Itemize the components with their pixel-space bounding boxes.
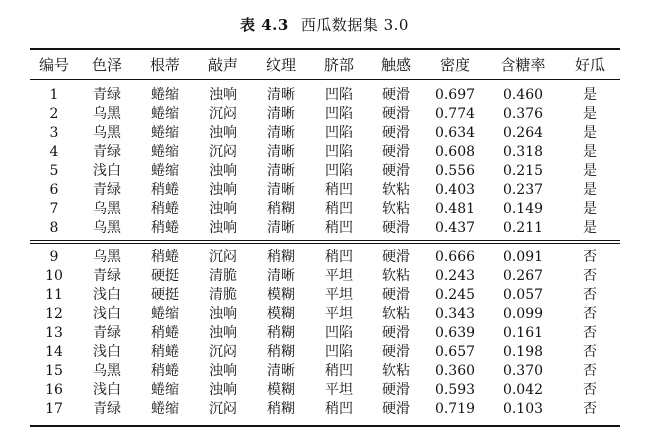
table-cell: 蜷缩 [151, 163, 179, 179]
table-cell: 蜷缩 [151, 87, 179, 103]
table-cell: 4 [49, 144, 59, 160]
table-cell: 0.149 [502, 201, 544, 217]
table-cell: 青绿 [93, 401, 121, 417]
table-cell: 清晰 [267, 363, 295, 379]
table-header [30, 54, 620, 76]
table-cell: 浊响 [209, 220, 237, 236]
table-cell: 凹陷 [325, 344, 353, 360]
group-separator-rule-1 [30, 240, 620, 241]
table-cell: 乌黑 [93, 125, 121, 141]
table-cell: 硬滑 [382, 87, 410, 103]
table-cell: 清晰 [267, 125, 295, 141]
table-cell: 稍凹 [325, 401, 353, 417]
table-cell: 是 [583, 220, 597, 236]
table-cell: 13 [45, 325, 63, 341]
table-cell: 浅白 [93, 382, 121, 398]
table-cell: 是 [583, 163, 597, 179]
table-cell: 是 [583, 144, 597, 160]
header-cell-sound: 敲声 [207, 56, 238, 74]
table-cell: 稍凹 [325, 182, 353, 198]
table-cell: 硬滑 [382, 344, 410, 360]
header-cell-density: 密度 [439, 56, 470, 74]
table-cell: 15 [45, 363, 63, 379]
table-cell: 青绿 [93, 182, 121, 198]
table-cell: 0.370 [502, 363, 544, 379]
table-row [30, 162, 620, 181]
table-cell: 0.215 [502, 163, 544, 179]
table-cell: 浊响 [209, 325, 237, 341]
table-row [30, 267, 620, 286]
table-cell: 清脆 [209, 287, 237, 303]
table-cell: 软粘 [382, 201, 410, 217]
table-cell: 浊响 [209, 182, 237, 198]
table-cell: 硬滑 [382, 325, 410, 341]
table-row [30, 286, 620, 305]
table-cell: 凹陷 [325, 163, 353, 179]
table-cell: 稍蜷 [151, 249, 179, 265]
header-cell-sugar: 含糖率 [500, 56, 546, 74]
table-cell: 稍凹 [325, 363, 353, 379]
table-cell: 14 [45, 344, 63, 360]
table-cell: 12 [45, 306, 63, 322]
table-cell: 0.211 [502, 220, 544, 236]
table-cell: 17 [45, 401, 63, 417]
table-cell: 0.243 [434, 268, 476, 284]
table-cell: 0.697 [434, 87, 476, 103]
table-cell: 沉闷 [209, 401, 237, 417]
table-cell: 清晰 [267, 182, 295, 198]
table-cell: 0.634 [434, 125, 476, 141]
table-cell: 青绿 [93, 144, 121, 160]
table-cell: 清晰 [267, 106, 295, 122]
table-cell: 2 [49, 106, 59, 122]
table-cell: 稍蜷 [151, 363, 179, 379]
header-cell-good: 好瓜 [574, 56, 605, 74]
table-cell: 稍凹 [325, 220, 353, 236]
table-cell: 凹陷 [325, 325, 353, 341]
table-cell: 是 [583, 182, 597, 198]
table-cell: 硬滑 [382, 106, 410, 122]
table-cell: 硬挺 [151, 268, 179, 284]
table-cell: 蜷缩 [151, 382, 179, 398]
table-cell: 0.091 [502, 249, 544, 265]
header-row [30, 54, 620, 76]
table-cell: 清晰 [267, 220, 295, 236]
table-cell: 稍糊 [267, 201, 295, 217]
table-cell: 凹陷 [325, 144, 353, 160]
table-cell: 0.376 [502, 106, 544, 122]
header-rule [30, 79, 620, 80]
table-cell: 浅白 [93, 287, 121, 303]
table-cell: 0.608 [434, 144, 476, 160]
table-cell: 0.666 [434, 249, 476, 265]
header-cell-id: 编号 [38, 56, 69, 74]
table-cell: 0.639 [434, 325, 476, 341]
table-cell: 浊响 [209, 201, 237, 217]
table-cell: 硬滑 [382, 144, 410, 160]
table-cell: 稍蜷 [151, 201, 179, 217]
table-cell: 0.264 [502, 125, 544, 141]
table-cell: 浊响 [209, 163, 237, 179]
table-cell: 0.360 [434, 363, 476, 379]
table-cell: 蜷缩 [151, 125, 179, 141]
table-cell: 软粘 [382, 363, 410, 379]
table-cell: 8 [49, 220, 59, 236]
table-cell: 清脆 [209, 268, 237, 284]
table-cell: 蜷缩 [151, 306, 179, 322]
table-cell: 稍蜷 [151, 344, 179, 360]
table-cell: 乌黑 [93, 249, 121, 265]
table-cell: 凹陷 [325, 125, 353, 141]
table-cell: 稍糊 [267, 401, 295, 417]
table-cell: 0.719 [434, 401, 476, 417]
table-cell: 0.198 [502, 344, 544, 360]
table-row [30, 124, 620, 143]
table-cell: 蜷缩 [151, 401, 179, 417]
table-cell: 浅白 [93, 163, 121, 179]
table-cell: 10 [45, 268, 63, 284]
table-row [30, 181, 620, 200]
table-cell: 稍糊 [267, 325, 295, 341]
table-cell: 0.245 [434, 287, 476, 303]
table-cell: 0.437 [434, 220, 476, 236]
table-cell: 是 [583, 87, 597, 103]
table-cell: 浊响 [209, 306, 237, 322]
table-cell: 0.481 [434, 201, 476, 217]
table-cell: 蜷缩 [151, 106, 179, 122]
table-cell: 否 [583, 363, 597, 379]
header-cell-root: 根蒂 [149, 56, 180, 74]
table-cell: 0.318 [502, 144, 544, 160]
table-cell: 稍凹 [325, 249, 353, 265]
table-number: 表 4.3 [240, 16, 289, 34]
table-cell: 乌黑 [93, 363, 121, 379]
table-cell: 浅白 [93, 306, 121, 322]
table-cell: 凹陷 [325, 106, 353, 122]
table-cell: 浊响 [209, 363, 237, 379]
table-cell: 0.103 [502, 401, 544, 417]
table-cell: 6 [49, 182, 59, 198]
table-row [30, 343, 620, 362]
table-cell: 硬滑 [382, 401, 410, 417]
table-cell: 5 [49, 163, 59, 179]
table-cell: 11 [45, 287, 63, 303]
table-cell: 稍蜷 [151, 182, 179, 198]
table-row [30, 305, 620, 324]
table-cell: 软粘 [382, 182, 410, 198]
header-cell-texture: 纹理 [265, 56, 296, 74]
table-row [30, 400, 620, 419]
table-row [30, 86, 620, 105]
header-cell-navel: 脐部 [323, 56, 354, 74]
table-cell: 凹陷 [325, 87, 353, 103]
table-cell: 7 [49, 201, 59, 217]
table-cell: 硬滑 [382, 382, 410, 398]
table-cell: 平坦 [325, 306, 353, 322]
table-cell: 硬滑 [382, 163, 410, 179]
table-row [30, 143, 620, 162]
table-cell: 软粘 [382, 306, 410, 322]
table-cell: 沉闷 [209, 249, 237, 265]
table-cell: 0.057 [502, 287, 544, 303]
table-cell: 乌黑 [93, 220, 121, 236]
table-cell: 0.099 [502, 306, 544, 322]
table-row [30, 362, 620, 381]
table-cell: 0.267 [502, 268, 544, 284]
table-cell: 乌黑 [93, 201, 121, 217]
table-cell: 稍蜷 [151, 220, 179, 236]
header-cell-touch: 触感 [380, 56, 411, 74]
table-cell: 稍凹 [325, 201, 353, 217]
table-cell: 否 [583, 249, 597, 265]
table-cell: 浊响 [209, 87, 237, 103]
table-title: 西瓜数据集 3.0 [300, 16, 409, 34]
table-row [30, 381, 620, 400]
table-cell: 是 [583, 106, 597, 122]
table-cell: 0.774 [434, 106, 476, 122]
table-cell: 稍糊 [267, 344, 295, 360]
header-cell-color: 色泽 [91, 56, 122, 74]
table-cell: 蜷缩 [151, 144, 179, 160]
table-cell: 模糊 [267, 306, 295, 322]
table-cell: 硬挺 [151, 287, 179, 303]
table-cell: 浅白 [93, 344, 121, 360]
table-cell: 硬滑 [382, 125, 410, 141]
table-cell: 模糊 [267, 382, 295, 398]
table-cell: 平坦 [325, 268, 353, 284]
table-body-negative [30, 248, 620, 419]
table-cell: 硬滑 [382, 249, 410, 265]
table-cell: 沉闷 [209, 344, 237, 360]
table-cell: 0.556 [434, 163, 476, 179]
table-cell: 稍蜷 [151, 325, 179, 341]
table-cell: 0.161 [502, 325, 544, 341]
table-row [30, 248, 620, 267]
table-cell: 青绿 [93, 325, 121, 341]
table-row [30, 105, 620, 124]
table-cell: 硬滑 [382, 287, 410, 303]
table-cell: 0.042 [502, 382, 544, 398]
table-cell: 清晰 [267, 268, 295, 284]
table-cell: 0.593 [434, 382, 476, 398]
table-cell: 青绿 [93, 87, 121, 103]
table-cell: 0.237 [502, 182, 544, 198]
table-cell: 清晰 [267, 163, 295, 179]
table-cell: 1 [49, 87, 59, 103]
table-cell: 模糊 [267, 287, 295, 303]
table-cell: 沉闷 [209, 144, 237, 160]
table-cell: 平坦 [325, 382, 353, 398]
table-body-positive [30, 86, 620, 238]
table-row [30, 200, 620, 219]
table-row [30, 219, 620, 238]
table-cell: 否 [583, 325, 597, 341]
table-cell: 浊响 [209, 382, 237, 398]
table-cell: 0.460 [502, 87, 544, 103]
table-cell: 浊响 [209, 125, 237, 141]
table-cell: 软粘 [382, 268, 410, 284]
table-cell: 否 [583, 287, 597, 303]
table-cell: 0.403 [434, 182, 476, 198]
table-cell: 0.343 [434, 306, 476, 322]
table-cell: 沉闷 [209, 106, 237, 122]
table-cell: 0.657 [434, 344, 476, 360]
table-cell: 平坦 [325, 287, 353, 303]
table-cell: 9 [49, 249, 59, 265]
table-caption [0, 14, 649, 35]
table-cell: 乌黑 [93, 106, 121, 122]
table-cell: 清晰 [267, 87, 295, 103]
top-rule [30, 48, 620, 50]
table-cell: 否 [583, 401, 597, 417]
table-cell: 否 [583, 306, 597, 322]
table-cell: 否 [583, 382, 597, 398]
table-cell: 否 [583, 268, 597, 284]
table-cell: 16 [45, 382, 63, 398]
group-separator-rule-2 [30, 243, 620, 244]
table-cell: 清晰 [267, 144, 295, 160]
table-cell: 是 [583, 125, 597, 141]
table-cell: 青绿 [93, 268, 121, 284]
table-cell: 硬滑 [382, 220, 410, 236]
table-cell: 是 [583, 201, 597, 217]
table-cell: 否 [583, 344, 597, 360]
bottom-rule [30, 425, 620, 427]
table-row [30, 324, 620, 343]
table-cell: 3 [49, 125, 59, 141]
table-cell: 稍糊 [267, 249, 295, 265]
